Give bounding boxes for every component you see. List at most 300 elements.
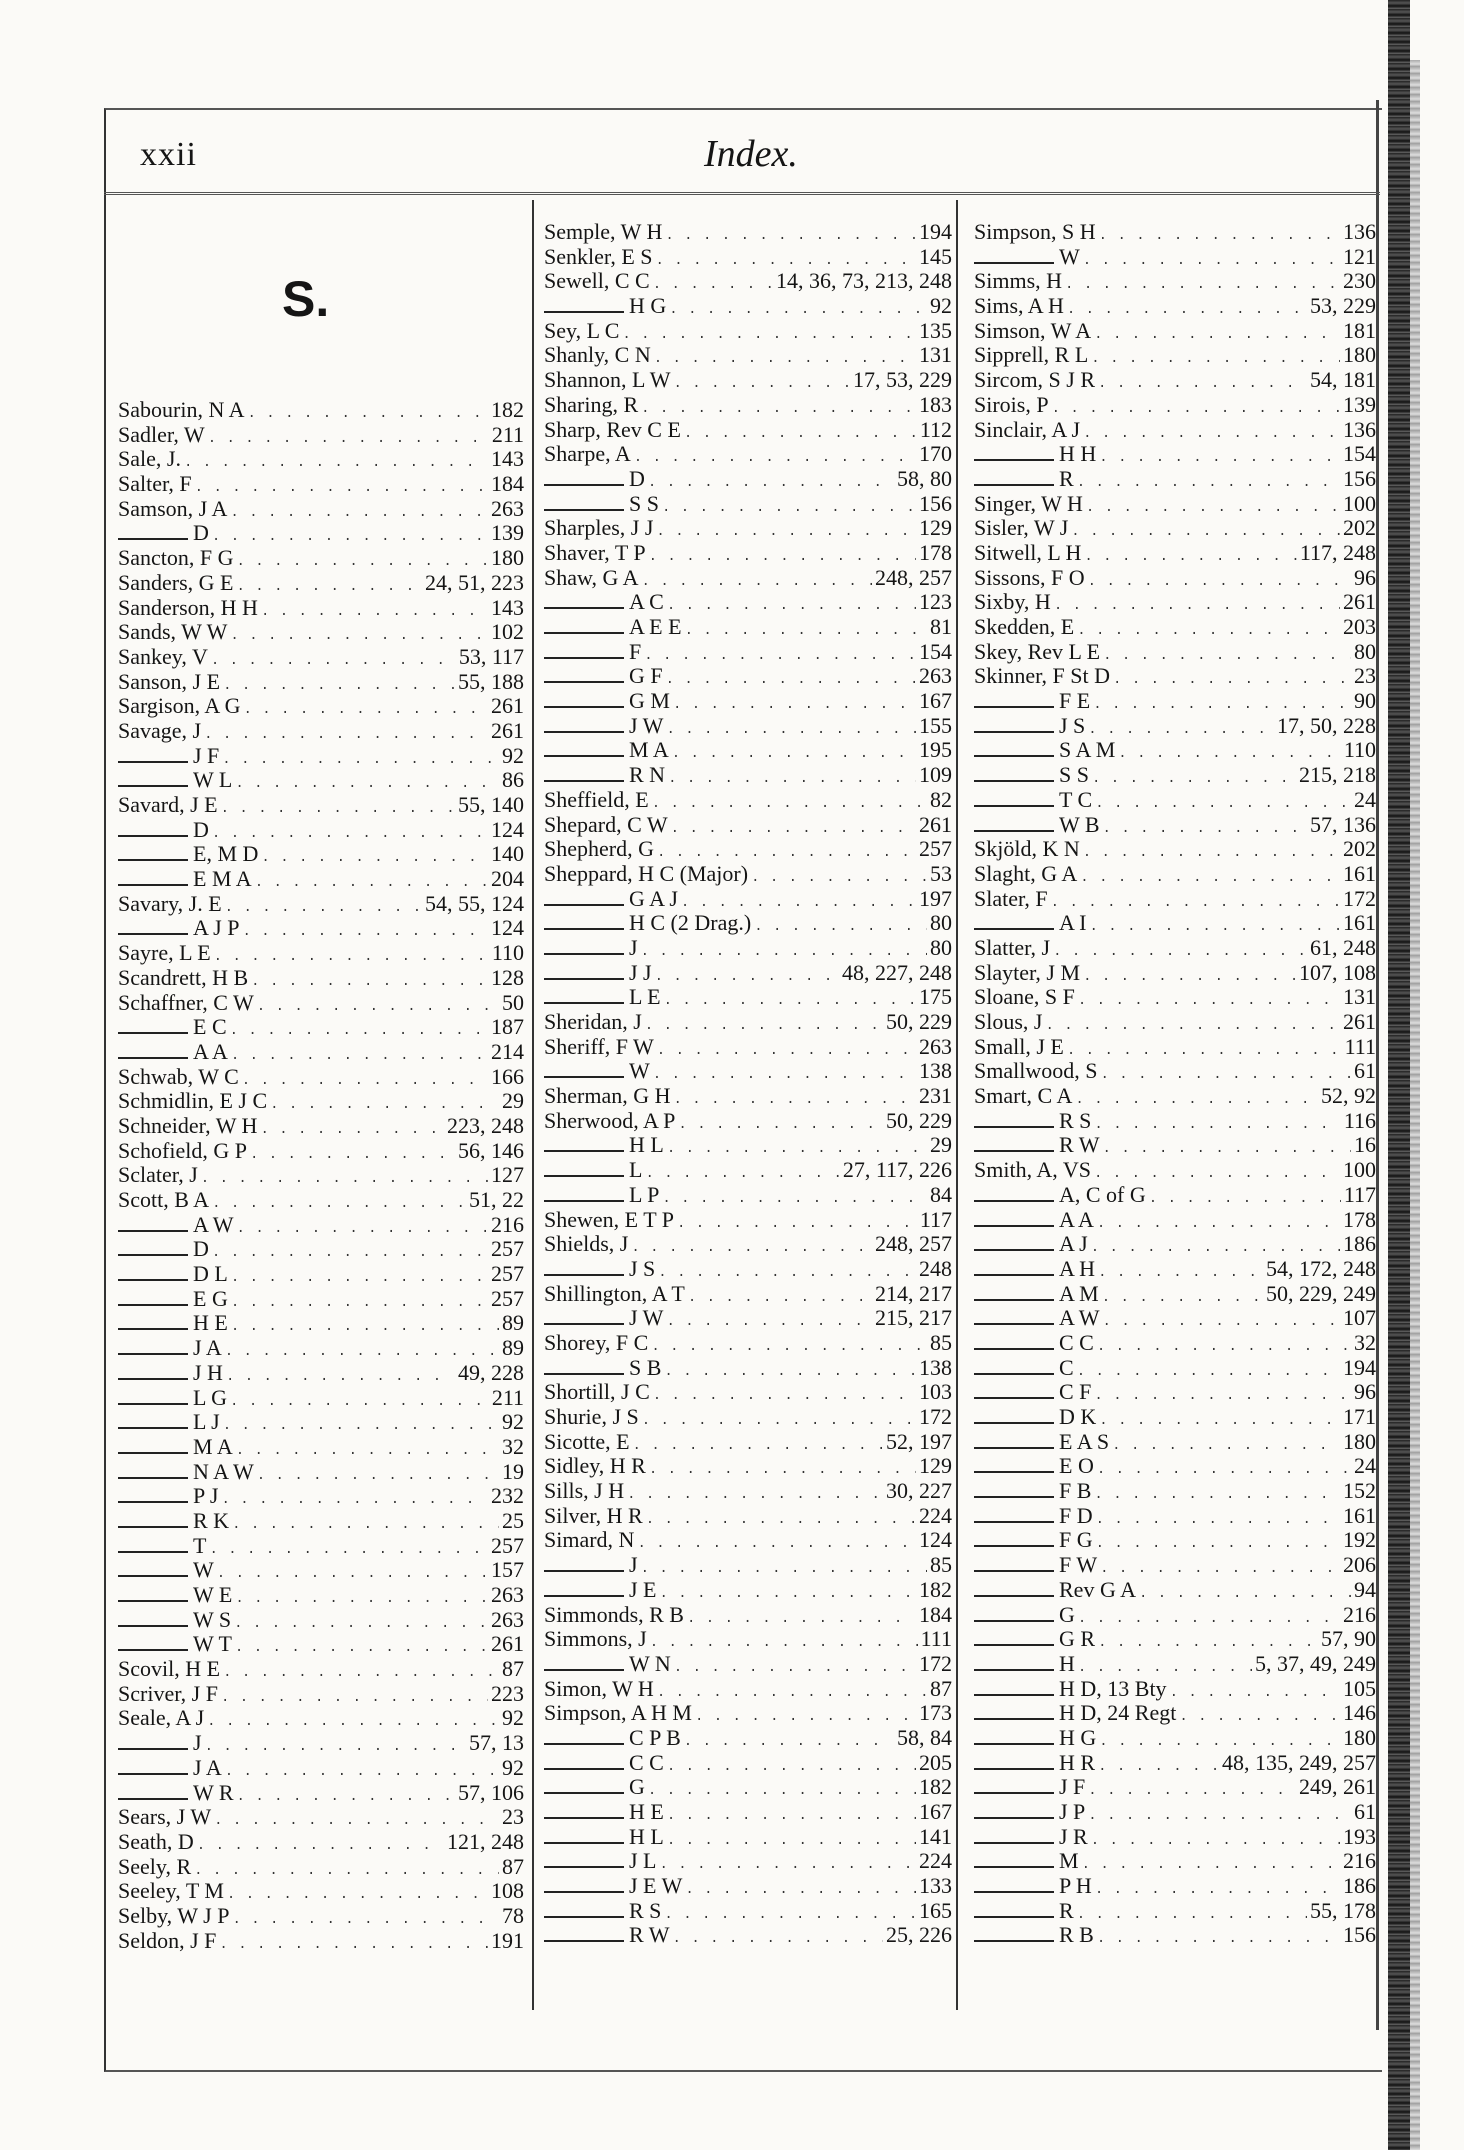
index-entry <box>544 1010 952 1035</box>
dot-leader <box>645 1162 839 1183</box>
entry-pages: 157 <box>491 1558 524 1583</box>
entry-name: Shurie, J S <box>544 1405 639 1429</box>
ditto-rule <box>974 1694 1054 1696</box>
ditto-rule <box>974 1323 1054 1325</box>
index-entry <box>974 1701 1376 1726</box>
dot-leader <box>234 1612 488 1633</box>
entry-name: S B <box>629 1355 662 1380</box>
entry-name: Shepherd, G <box>544 837 654 862</box>
index-entry <box>544 714 952 739</box>
dot-leader <box>1099 224 1340 245</box>
dot-leader <box>1113 668 1351 689</box>
entry-name: Sherman, G H <box>544 1084 671 1109</box>
index-entry <box>544 516 952 541</box>
ditto-rule <box>974 1447 1054 1449</box>
index-entry <box>544 1528 952 1553</box>
entry-pages: 50 <box>502 990 524 1015</box>
ditto-rule <box>974 1620 1054 1622</box>
ditto-rule <box>974 262 1054 264</box>
entry-pages: 263 <box>491 1607 524 1632</box>
entry-name: Scott, B A <box>118 1188 210 1212</box>
dot-leader <box>660 1582 917 1603</box>
dot-leader <box>230 1390 489 1411</box>
index-entry <box>544 1356 952 1381</box>
index-entry <box>974 1454 1376 1479</box>
entry-pages: 127 <box>491 1163 524 1188</box>
index-entry <box>118 941 524 966</box>
dot-leader <box>1149 1187 1341 1208</box>
dot-leader <box>184 451 488 472</box>
entry-name: Skedden, E <box>974 615 1075 639</box>
entry-pages: 54, 172, 248 <box>1266 1256 1376 1281</box>
entry-name: G M <box>629 689 670 714</box>
ditto-rule <box>974 1545 1054 1547</box>
ditto-rule <box>974 706 1054 708</box>
index-entry <box>118 818 524 843</box>
ditto-rule <box>974 1916 1054 1918</box>
dot-leader <box>217 1562 488 1583</box>
dot-leader <box>231 1044 488 1065</box>
index-entry <box>544 1331 952 1356</box>
ditto-rule <box>544 780 624 782</box>
dot-leader <box>1077 1903 1307 1924</box>
index-entry <box>118 1706 524 1731</box>
index-entry <box>118 1534 524 1559</box>
index-entry <box>544 689 952 714</box>
index-entry <box>974 442 1376 467</box>
entry-name: Shannon, L W <box>544 368 671 393</box>
entry-pages: 87 <box>502 1854 524 1879</box>
index-entry <box>974 813 1376 838</box>
index-entry <box>974 1331 1376 1356</box>
entry-name: Simmons, J <box>544 1627 647 1652</box>
entry-pages: 54, 55, 124 <box>425 891 524 916</box>
index-entry <box>974 911 1376 936</box>
entry-pages: 123 <box>919 590 952 615</box>
dot-leader <box>649 1458 916 1479</box>
entry-name: H D, 13 Bty <box>1059 1676 1167 1701</box>
index-entry <box>118 1213 524 1238</box>
index-entry <box>544 615 952 640</box>
dot-leader <box>684 422 917 443</box>
entry-name: H L <box>629 1133 664 1158</box>
dot-leader <box>660 1853 917 1874</box>
entry-pages: 30, 227 <box>886 1479 952 1504</box>
dot-leader <box>1092 767 1296 788</box>
index-entry <box>974 862 1376 887</box>
index-entry <box>544 1504 952 1529</box>
entry-name: Sims, A H <box>974 294 1064 319</box>
entry-name: A A <box>1059 1207 1094 1232</box>
entry-pages: 50, 229, 249 <box>1266 1281 1376 1306</box>
index-entry <box>544 1479 952 1504</box>
dot-leader <box>1091 347 1340 368</box>
index-entry <box>974 294 1376 319</box>
entry-pages: 82 <box>930 787 952 812</box>
index-entry <box>118 670 524 695</box>
entry-pages: 94 <box>1354 1577 1376 1602</box>
entry-pages: 154 <box>919 639 952 664</box>
ditto-rule <box>118 1798 188 1800</box>
index-entry <box>974 1627 1376 1652</box>
index-entry <box>974 343 1376 368</box>
entry-pages: 61, 248 <box>1310 935 1376 960</box>
ditto-rule <box>974 1718 1054 1720</box>
index-entry <box>974 615 1376 640</box>
entry-name: Slayter, J M <box>974 960 1081 985</box>
dot-leader <box>194 1859 499 1880</box>
ditto-rule <box>974 731 1054 733</box>
index-entry <box>974 1800 1376 1825</box>
entry-pages: 143 <box>491 447 524 472</box>
entry-name: R S <box>1059 1108 1092 1133</box>
ditto-rule <box>118 1353 188 1355</box>
entry-pages: 186 <box>1343 1232 1376 1257</box>
index-entry <box>118 620 524 645</box>
ditto-rule <box>974 1348 1054 1350</box>
entry-name: S A M <box>1059 738 1116 763</box>
entry-pages: 78 <box>502 1903 524 1928</box>
dot-leader <box>657 1039 916 1060</box>
dot-leader <box>1080 866 1340 887</box>
index-entry <box>118 571 524 596</box>
entry-pages: 178 <box>919 540 952 565</box>
index-entry <box>118 423 524 448</box>
entry-pages: 100 <box>1343 491 1376 516</box>
index-entry <box>974 1109 1376 1134</box>
entry-pages: 54, 181 <box>1310 368 1376 393</box>
index-entry <box>974 1849 1376 1874</box>
index-entry <box>544 862 952 887</box>
entry-pages: 24 <box>1354 787 1376 812</box>
ditto-rule <box>118 884 188 886</box>
ditto-rule <box>974 1792 1054 1794</box>
dot-leader <box>674 1656 916 1677</box>
entry-pages: 175 <box>919 985 952 1010</box>
entry-pages: 181 <box>1343 318 1376 343</box>
entry-name: Skjöld, K N <box>974 837 1080 862</box>
entry-pages: 25, 226 <box>886 1923 952 1948</box>
dot-leader <box>678 1113 883 1134</box>
dot-leader <box>653 1063 916 1084</box>
entry-name: E G <box>193 1286 228 1311</box>
entry-name: J S <box>1059 713 1086 738</box>
entry-pages: 161 <box>1343 911 1376 936</box>
dot-leader <box>230 624 488 645</box>
index-entry <box>974 1899 1376 1924</box>
scan-edge-shadow <box>1410 60 1420 2150</box>
index-entry <box>544 887 952 912</box>
entry-name: Senkler, E S <box>544 244 653 269</box>
ditto-rule <box>544 1150 624 1152</box>
index-entry <box>118 1188 524 1213</box>
entry-name: F D <box>1059 1503 1093 1528</box>
entry-name: H G <box>629 294 667 319</box>
dot-leader <box>1100 1557 1340 1578</box>
ditto-rule <box>974 1644 1054 1646</box>
entry-name: Shanly, C N <box>544 343 651 368</box>
entry-name: S S <box>629 491 659 516</box>
entry-name: J F <box>1059 1775 1086 1800</box>
ditto-rule <box>118 859 188 861</box>
index-entry <box>544 1701 952 1726</box>
entry-pages: 257 <box>491 1262 524 1287</box>
index-entry <box>544 1232 952 1257</box>
entry-pages: 110 <box>1343 738 1376 763</box>
dot-leader <box>666 1310 872 1331</box>
dot-leader <box>1094 1162 1340 1183</box>
entry-name: R K <box>193 1508 230 1533</box>
dot-leader <box>642 1409 916 1430</box>
index-entry <box>544 961 952 986</box>
running-title: Index. <box>704 133 798 175</box>
dot-leader <box>237 550 489 571</box>
entry-pages: 173 <box>919 1701 952 1726</box>
dot-leader <box>1052 397 1340 418</box>
entry-pages: 154 <box>1343 442 1376 467</box>
entry-name: Sitwell, L H <box>974 540 1082 565</box>
entry-pages: 215, 217 <box>875 1306 952 1331</box>
entry-pages: 230 <box>1343 269 1376 294</box>
entry-name: Seale, A J <box>118 1706 205 1731</box>
index-entry <box>974 590 1376 615</box>
index-entry <box>974 245 1376 270</box>
dot-leader <box>219 1933 488 1954</box>
entry-pages: 261 <box>491 1632 524 1657</box>
dot-leader <box>681 891 916 912</box>
index-entry <box>118 1163 524 1188</box>
entry-name: J W <box>629 713 664 738</box>
entry-name: H L <box>629 1824 664 1849</box>
ditto-rule <box>974 1249 1054 1251</box>
entry-pages: 117 <box>1343 1182 1376 1207</box>
entry-name: Scandrett, H B <box>118 965 249 990</box>
index-entry <box>544 936 952 961</box>
index-entry <box>118 842 524 867</box>
entry-name: Sands, W W <box>118 620 228 645</box>
entry-pages: 111 <box>1344 1034 1376 1059</box>
entry-name: R B <box>1059 1923 1094 1948</box>
entry-name: G A J <box>629 886 678 911</box>
entry-name: Skinner, F St D <box>974 664 1111 689</box>
dot-leader <box>1094 1384 1351 1405</box>
entry-pages: 204 <box>491 867 524 892</box>
entry-pages: 263 <box>919 1034 952 1059</box>
ditto-rule <box>974 1471 1054 1473</box>
dot-leader <box>1096 1532 1340 1553</box>
section-letter: S. <box>282 271 330 327</box>
entry-name: Smart, C A <box>974 1084 1073 1109</box>
dot-leader <box>1071 520 1340 541</box>
entry-name: Sharpe, A <box>544 442 631 467</box>
ditto-rule <box>118 1773 188 1775</box>
entry-name: Simon, W H <box>544 1676 654 1701</box>
entry-name: Schwab, W C <box>118 1064 239 1089</box>
index-entry <box>118 1287 524 1312</box>
ditto-rule <box>544 657 624 659</box>
index-entry <box>544 1133 952 1158</box>
dot-leader <box>221 1686 488 1707</box>
index-entry <box>118 645 524 670</box>
dot-leader <box>225 1760 499 1781</box>
index-entry <box>544 1257 952 1282</box>
dot-leader <box>1067 298 1307 319</box>
ditto-rule <box>544 1669 624 1671</box>
dot-leader <box>1091 1829 1340 1850</box>
dot-leader <box>641 940 927 961</box>
dot-leader <box>1102 1286 1263 1307</box>
index-entry <box>118 1781 524 1806</box>
entry-name: T <box>193 1533 207 1558</box>
dot-leader <box>237 1217 488 1238</box>
dot-leader <box>1118 742 1341 763</box>
index-entry <box>118 1509 524 1534</box>
dot-leader <box>1098 1261 1263 1282</box>
entry-name: Schofield, G P <box>118 1138 247 1163</box>
entry-name: Samson, J A <box>118 496 228 521</box>
entry-name: F <box>629 639 642 664</box>
ditto-rule <box>974 1595 1054 1597</box>
dot-leader <box>627 1483 883 1504</box>
ditto-rule <box>974 928 1054 930</box>
index-entry <box>544 985 952 1010</box>
index-entry <box>118 1435 524 1460</box>
dot-leader <box>230 1019 488 1040</box>
entry-name: P H <box>1059 1874 1092 1899</box>
index-entry <box>544 368 952 393</box>
entry-pages: 61 <box>1354 1059 1376 1084</box>
dot-leader <box>232 1513 499 1534</box>
index-entry <box>118 1731 524 1756</box>
dot-leader <box>225 896 422 917</box>
entry-name: Salter, F <box>118 472 192 497</box>
entry-name: D K <box>1059 1405 1097 1429</box>
entry-name: Smallwood, S <box>974 1059 1098 1084</box>
entry-name: H G <box>1059 1725 1097 1750</box>
index-entry <box>544 1208 952 1233</box>
index-entry <box>118 1682 524 1707</box>
entry-name: Sears, J W <box>118 1805 212 1830</box>
dot-leader <box>1083 965 1296 986</box>
entry-name: Shorey, F C <box>544 1330 649 1355</box>
index-column-3 <box>974 220 1376 1948</box>
dot-leader <box>655 965 839 986</box>
dot-leader <box>657 1681 927 1702</box>
entry-name: M <box>1059 1849 1079 1874</box>
entry-name: Schaffner, C W <box>118 990 254 1015</box>
entry-name: Sadler, W <box>118 422 205 447</box>
index-entry <box>974 1257 1376 1282</box>
entry-name: L G <box>193 1385 228 1410</box>
index-entry <box>118 1904 524 1929</box>
index-entry <box>974 1603 1376 1628</box>
entry-pages: 57, 136 <box>1310 812 1376 837</box>
index-entry <box>118 1558 524 1583</box>
index-entry <box>118 1262 524 1287</box>
index-entry <box>974 269 1376 294</box>
entry-pages: 136 <box>1343 417 1376 442</box>
entry-pages: 261 <box>1343 590 1376 615</box>
entry-name: H E <box>629 1800 664 1824</box>
entry-pages: 55, 178 <box>1310 1898 1376 1923</box>
dot-leader <box>1099 446 1340 467</box>
entry-name: J W <box>629 1306 664 1331</box>
dot-leader <box>257 1464 499 1485</box>
dot-leader <box>235 1636 488 1657</box>
entry-name: Sanderson, H H <box>118 595 258 620</box>
dot-leader <box>653 1384 916 1405</box>
dot-leader <box>209 1538 488 1559</box>
dot-leader <box>197 1834 444 1855</box>
entry-name: Skey, Rev L E <box>974 639 1101 664</box>
entry-name: R W <box>629 1923 670 1948</box>
entry-name: Simson, W A <box>974 318 1092 343</box>
entry-pages: 14, 36, 73, 213, 248 <box>776 269 952 294</box>
entry-name: G R <box>1059 1627 1096 1652</box>
index-entry <box>544 590 952 615</box>
entry-name: Sirois, P <box>974 392 1049 417</box>
dot-leader <box>237 1785 455 1806</box>
index-entry <box>118 521 524 546</box>
entry-name: W <box>1059 244 1080 269</box>
dot-leader <box>1088 718 1274 739</box>
entry-name: D <box>629 466 645 491</box>
index-entry <box>974 1306 1376 1331</box>
ditto-rule <box>118 1279 188 1281</box>
ditto-rule <box>974 1126 1054 1128</box>
index-entry <box>974 1923 1376 1948</box>
entry-pages: 182 <box>919 1577 952 1602</box>
entry-pages: 161 <box>1343 1503 1376 1528</box>
dot-leader <box>1093 693 1351 714</box>
entry-name: J J <box>629 960 652 985</box>
index-entry <box>118 1583 524 1608</box>
dot-leader <box>1051 891 1340 912</box>
entry-name: Seath, D <box>118 1829 194 1854</box>
dot-leader <box>226 1365 455 1386</box>
entry-name: Simpson, S H <box>974 220 1096 244</box>
entry-name: Simard, N <box>544 1528 635 1553</box>
entry-name: C C <box>629 1750 664 1775</box>
entry-name: Simms, H <box>974 269 1063 294</box>
ditto-rule <box>974 1570 1054 1572</box>
dot-leader <box>662 496 916 517</box>
entry-name: Seeley, T M <box>118 1879 224 1904</box>
entry-pages: 49, 228 <box>458 1360 524 1385</box>
entry-pages: 224 <box>919 1849 952 1874</box>
ditto-rule <box>974 1397 1054 1399</box>
entry-pages: 23 <box>1354 664 1376 689</box>
index-entry <box>974 418 1376 443</box>
dot-leader <box>631 1236 872 1257</box>
entry-pages: 167 <box>919 689 952 714</box>
ditto-rule <box>544 1323 624 1325</box>
dot-leader <box>1088 1779 1296 1800</box>
entry-pages: 194 <box>1343 1355 1376 1380</box>
index-entry <box>974 1726 1376 1751</box>
entry-pages: 203 <box>1343 615 1376 639</box>
index-entry <box>544 269 952 294</box>
entry-pages: 57, 13 <box>469 1731 524 1756</box>
dot-leader <box>212 525 488 546</box>
entry-pages: 249, 261 <box>1299 1775 1376 1800</box>
entry-name: F E <box>1059 689 1091 714</box>
ditto-rule <box>118 1403 188 1405</box>
ditto-rule <box>544 1842 624 1844</box>
entry-name: G <box>629 1775 645 1800</box>
entry-name: Scriver, J F <box>118 1681 218 1706</box>
entry-pages: 109 <box>919 763 952 788</box>
